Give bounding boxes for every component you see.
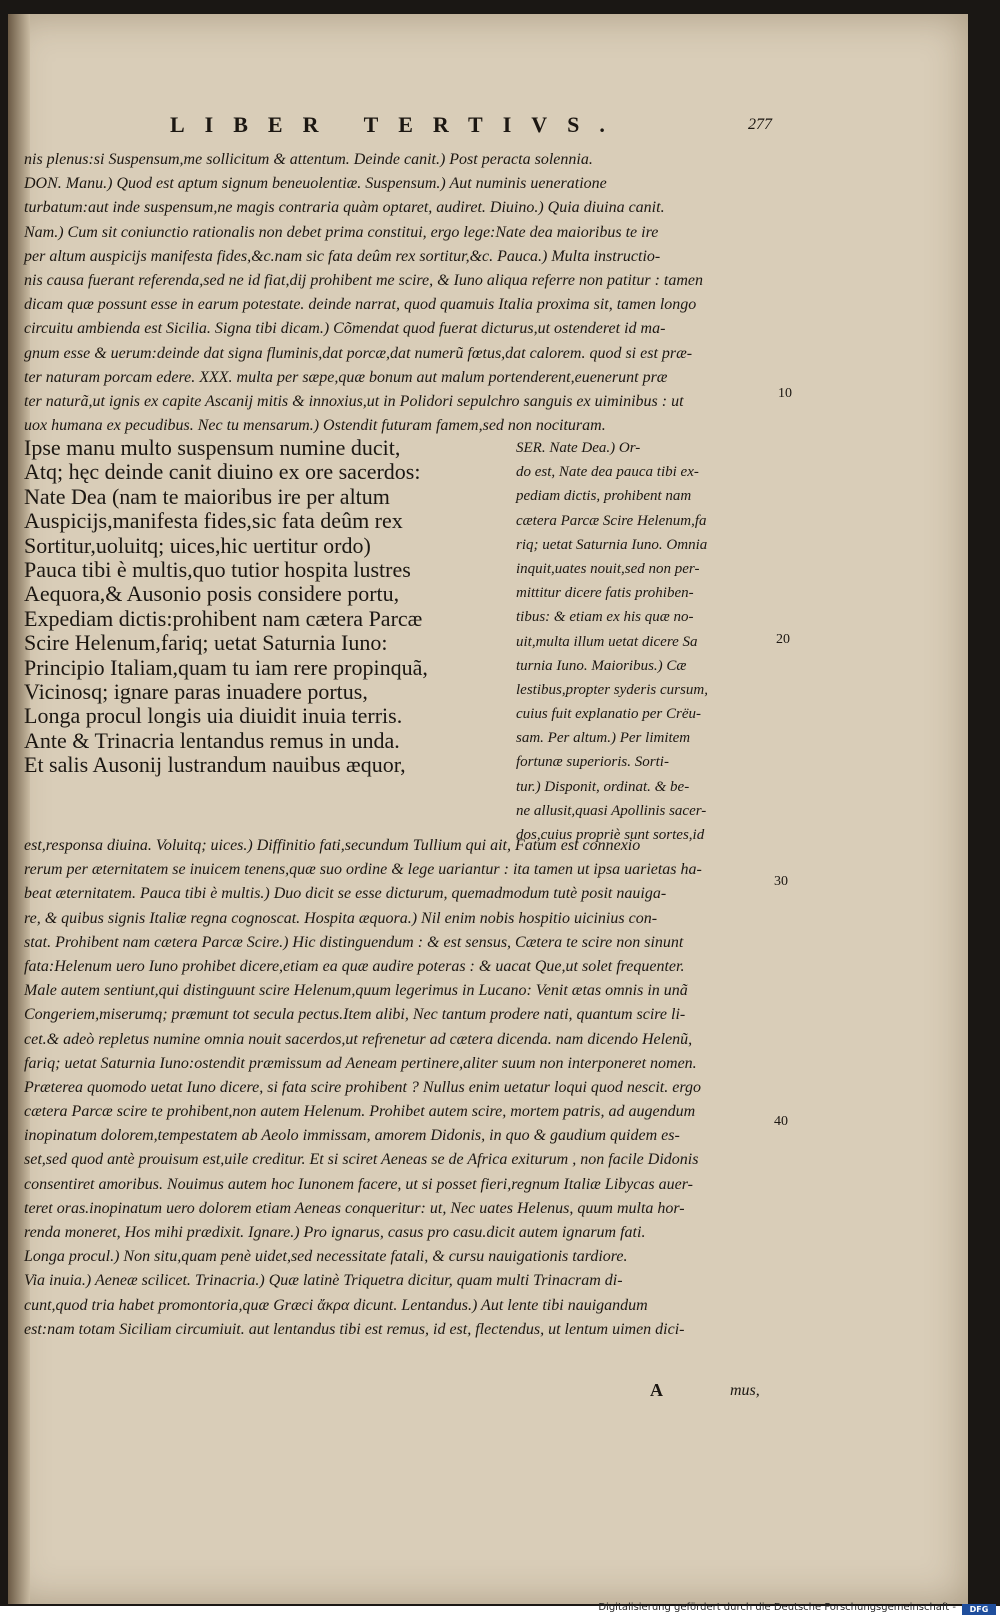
verse-line: Ante & Trinacria lentandus remus in unda.: [24, 727, 400, 753]
side-line: uit,multa illum uetat dicere Sa: [516, 633, 698, 650]
side-line: sam. Per altum.) Per limitem: [516, 730, 691, 747]
verse-line: Atq; hęc deinde canit diuino ex ore sacerdos:: [24, 459, 421, 485]
commentary-line: est,responsa diuina. Voluitq; uices.) Diffinitio fati,secundum Tullium qui ait, Fatum est connexio: [24, 837, 641, 854]
commentary-line: cet.& adeò repletus numine omnia nouit sacerdos,ut refrenetur ad cætera dicenda. nam dicendo Helenũ,: [24, 1030, 693, 1048]
commentary-top: [24, 148, 703, 438]
commentary-line: re, & quibus signis Italiæ regna cognoscat. Hospita æquora.) Nil enim nobis hospitio uicinius con-: [24, 909, 658, 927]
commentary-line: rerum per æternitatem se inuicem tenens,quæ suo ordine & lege uariantur : ita tamen ut ipsa uarietas ha-: [24, 861, 702, 879]
commentary-line: renda moneret, Hos mihi prædixit. Ignare.) Pro ignarus, casus pro casu.dicit autem ignarum fati.: [24, 1224, 646, 1241]
commentary-line: gnum esse & uerum:deinde dat signa fluminis,dat porcæ,dat numerũ fœtus,dat calorem. quod si est præ-: [24, 344, 693, 362]
commentary-line: Longa procul.) Non situ,quam penè uidet,sed necessitate fatali, & cursu nauigationis tardiore.: [24, 1248, 628, 1266]
side-line: dos,cuius propriè sunt sortes,id: [516, 827, 705, 843]
commentary-line: turbatum:aut inde suspensum,ne magis contraria quàm optaret, audiret. Diuino.) Quia diuina canit.: [24, 199, 665, 217]
side-line: do est, Nate dea pauca tibi ex-: [516, 464, 699, 481]
verse-line: Sortitur,uoluitq; uices,hic uertitur ordo): [24, 532, 371, 558]
side-line: riq; uetat Saturnia Iuno. Omnia: [516, 536, 708, 553]
commentary-line: ter naturã,ut ignis ex capite Ascanij mitis & innoxius,ut in Polidori sepulchro sanguis ex uiminibus : ut: [24, 392, 684, 410]
commentary-line: Male autem sentiunt,qui distinguunt scire Helenum,quum legerimus in Lucano: Venit ætas omnis in unã: [24, 982, 688, 1000]
side-line: inquit,uates nouit,sed non per-: [516, 560, 700, 577]
verse-line: Scire Helenum,fariq; uetat Saturnia Iuno:: [24, 630, 388, 656]
commentary-line: nis plenus:si Suspensum,me sollicitum & attentum. Deinde canit.) Post peracta solennia.: [24, 151, 593, 168]
commentary-line: consentiret amoribus. Nouimus autem hoc Iunonem facere, ut si posset fieri,regnum Italiæ Libycas auer-: [24, 1175, 693, 1193]
commentary-line: uox humana ex pecudibus. Nec tu mensarum.) Ostendit futuram famem,sed non nocituram.: [24, 417, 606, 435]
margin-number: 40: [774, 1114, 788, 1129]
commentary-line: ter naturam porcam edere. XXX. multa per sæpe,quæ bonum aut malum portenderent,euenerunt præ: [24, 368, 668, 386]
verse-line: Aequora,& Ausonio posis considere portu,: [24, 581, 400, 607]
commentary-line: Congeriem,miserumq; præmunt tot secula pectus.Item alibi, Nec tantum prodere nati, quantum scire li-: [24, 1006, 686, 1024]
verse-line: Vicinosq; ignare paras inuadere portus,: [24, 678, 368, 704]
commentary-line: cætera Parcæ scire te prohibent,non autem Helenum. Prohibet autem scire, mortem patris, ad augendum: [24, 1103, 696, 1121]
commentary-line: stat. Prohibent nam cætera Parcæ Scire.) Hic distinguendum : & est sensus, Cætera te scire non sinunt: [24, 933, 684, 951]
commentary-line: Via inuia.) Aeneæ scilicet. Trinacria.) Quæ latinè Triquetra dicitur, quam multi Trinacram di-: [24, 1272, 623, 1290]
side-line: tibus: & etiam ex his quæ no-: [516, 609, 694, 626]
catchword: mus,: [730, 1382, 760, 1399]
commentary-bottom: [24, 834, 702, 1342]
verse-line: Ipse manu multo suspensum numine ducit,: [24, 435, 401, 460]
side-line: mittitur dicere fatis prohiben-: [516, 585, 694, 602]
side-line: fortunæ superioris. Sorti-: [516, 754, 669, 771]
side-line: lestibus,propter syderis cursum,: [516, 681, 708, 698]
running-head: LIBER TERTIVS.: [170, 112, 625, 137]
verse-line: Nate Dea (nam te maioribus ire per altum: [24, 483, 390, 509]
commentary-line: est:nam totam Siciliam circumiuit. aut lentandus tibi est remus, id est, flectendus, ut lentum uimen dici-: [24, 1320, 685, 1338]
commentary-line: DON. Manu.) Quod est aptum signum beneuolentiæ. Suspensum.) Aut numinis ueneratione: [24, 175, 607, 193]
commentary-line: beat æternitatem. Pauca tibi è multis.) Duo dicit se esse dicturum, quemadmodum tutè posit nauiga-: [24, 885, 667, 903]
verse-line: Auspicijs,manifesta fides,sic fata deûm rex: [24, 508, 403, 534]
footer-text: Digitalisierung gefördert durch die Deutsche Forschungsgemeinschaft -: [598, 1602, 956, 1613]
margin-number: 30: [774, 874, 788, 889]
commentary-line: inopinatum dolorem,tempestatem ab Aeolo immissam, amorem Didonis, in quo & gaudium quidem es-: [24, 1127, 680, 1145]
signature-mark: A: [650, 1380, 663, 1400]
side-line: SER. Nate Dea.) Or-: [516, 440, 641, 456]
commentary-line: set,sed quod antè prouisum est,uile creditur. Et si sciret Aeneas se de Africa exiturum , non facile Didonis: [24, 1151, 699, 1169]
commentary-line: circuitu ambienda est Sicilia. Signa tibi dicam.) Cõmendat quod fuerat dicturus,ut ostenderet id ma-: [24, 320, 666, 338]
commentary-line: dicam quæ possunt esse in earum potestate. deinde narrat, quod quamuis Italia proxima sit, tamen longo: [24, 296, 697, 314]
side-line: pediam dictis, prohibent nam: [516, 488, 692, 505]
footer-bar: [0, 1602, 1000, 1618]
verse-block: [24, 436, 428, 777]
side-line: ne allusit,quasi Apollinis sacer-: [516, 802, 707, 819]
side-line: tur.) Disponit, ordinat. & be-: [516, 778, 690, 795]
commentary-line: cunt,quod tria habet promontoria,quæ Græci ἄκρα dicunt. Lentandus.) Aut lente tibi nauigandum: [24, 1296, 648, 1314]
commentary-line: per altum auspicijs manifesta fides,&c.nam sic fata deûm rex sortitur,&c. Pauca.) Multa instructio-: [24, 247, 661, 265]
commentary-line: Nam.) Cum sit coniunctio rationalis non debet prima constitui, ergo lege:Nate dea maioribus te ire: [24, 223, 659, 241]
commentary-line: Præterea quomodo uetat Iuno dicere, si fata scire prohibent ? Nullus enim uetatur loqui quod nescit. ergo: [24, 1078, 701, 1096]
verse-line: Pauca tibi è multis,quo tutior hospita lustres: [24, 556, 411, 582]
side-line: turnia Iuno. Maioribus.) Cæ: [516, 657, 687, 674]
commentary-line: teret oras.inopinatum uero dolorem etiam Aeneas conqueritur: ut, Nec uates Helenus, quum multa hor-: [24, 1199, 685, 1217]
margin-number: 20: [776, 632, 790, 647]
verse-line: Principio Italiam,quam tu iam rere propinquã,: [24, 654, 428, 680]
commentary-line: fariq; uetat Saturnia Iuno:ostendit præmissum ad Aeneam pertinere,aliter suum non interponeret nomen.: [24, 1054, 697, 1072]
side-line: cætera Parcæ Scire Helenum,fa: [516, 512, 707, 529]
dfg-logo: DFG: [962, 1604, 996, 1615]
margin-number: 10: [778, 386, 792, 401]
side-line: cuius fuit explanatio per Crëu-: [516, 706, 701, 723]
commentary-line: nis causa fuerant referenda,sed ne id fiat,dij prohibent me scire, & Iuno aliqua referre non patitur : tamen: [24, 271, 704, 289]
commentary-line: fata:Helenum uero Iuno prohibet dicere,etiam ea quæ audire poteras : & uacat Que,ut solet frequenter.: [24, 957, 685, 975]
verse-line: Et salis Ausonij lustrandum nauibus æquor,: [24, 752, 406, 778]
side-commentary: [516, 436, 708, 847]
verse-line: Expediam dictis:prohibent nam cætera Parcæ: [24, 605, 423, 631]
folio-number: 277: [748, 116, 772, 133]
verse-line: Longa procul longis uia diuidit inuia terris.: [24, 703, 403, 729]
